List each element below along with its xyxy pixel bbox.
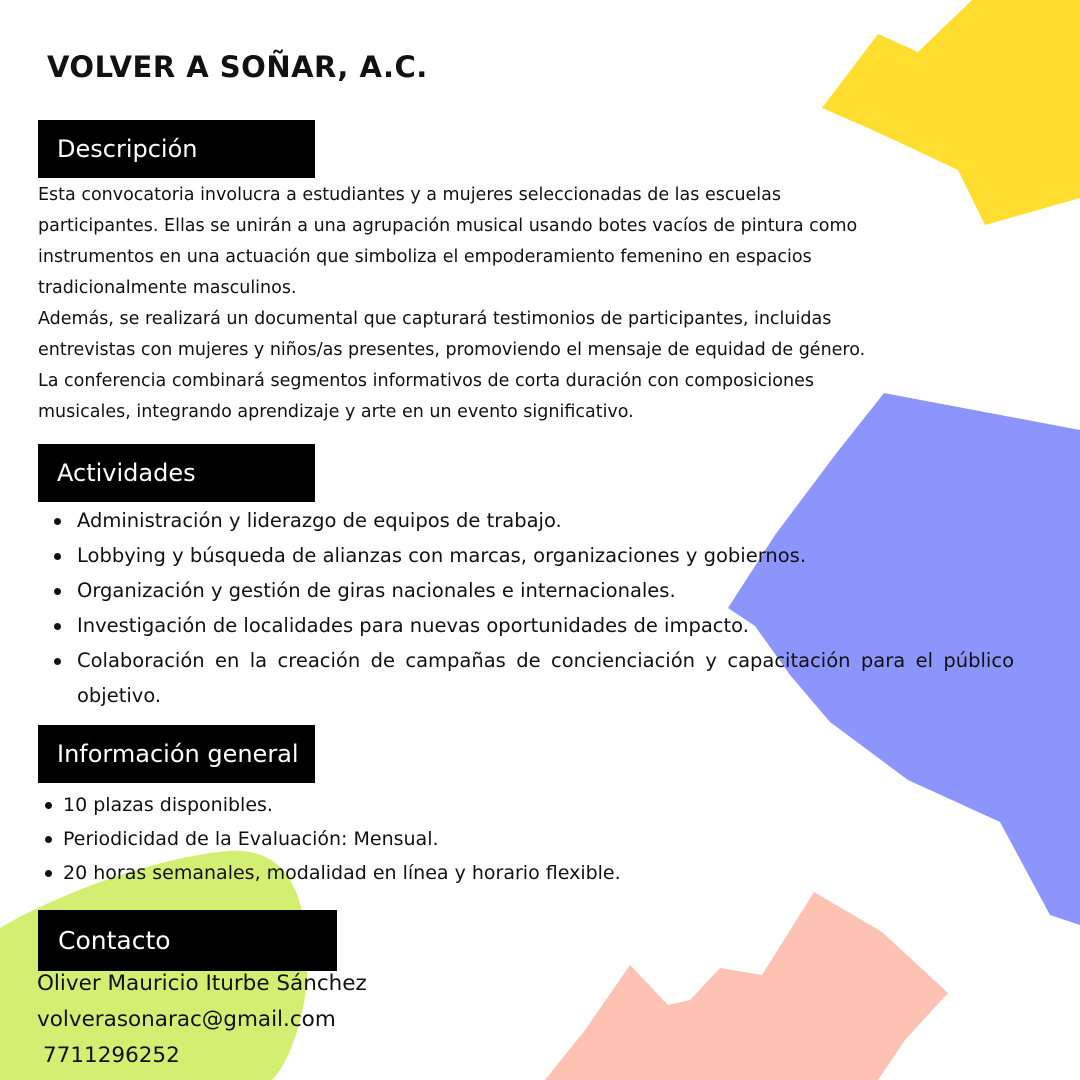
activity-item: Lobbying y búsqueda de alianzas con marcas, organizaciones y gobiernos. [38,538,1014,573]
page-title: VOLVER A SOÑAR, A.C. [47,50,428,84]
description-line: tradicionalmente masculinos. [38,278,297,298]
description-line: Además, se realizará un documental que capturará testimonios de participantes, incluidas [38,309,832,329]
description-text [38,180,938,428]
contact-name: Oliver Mauricio Iturbe Sánchez [37,971,367,996]
activity-item: Investigación de localidades para nuevas oportunidades de impacto. [38,608,1014,643]
description-line: La conferencia combinará segmentos informativos de corta duración con composiciones [38,371,814,391]
description-line: instrumentos en una actuación que simboliza el empoderamiento femenino en espacios [38,247,812,267]
contact-email[interactable]: volverasonarac@gmail.com [37,1007,336,1032]
description-line: Esta convocatoria involucra a estudiantes y a mujeres seleccionadas de las escuelas [38,185,782,205]
activity-item: Organización y gestión de giras nacionales e internacionales. [38,573,1014,608]
description-line: entrevistas con mujeres y niños/as presentes, promoviendo el mensaje de equidad de género. [38,340,866,360]
general-info-list [38,788,938,890]
activities-header: Actividades [38,444,315,502]
description-line: musicales, integrando aprendizaje y arte en un evento significativo. [38,402,634,422]
activity-item: Administración y liderazgo de equipos de trabajo. [38,503,1014,538]
general-info-item: Periodicidad de la Evaluación: Mensual. [38,822,938,856]
activities-list [38,503,1014,713]
general-info-header: Información general [38,725,315,783]
general-info-item: 20 horas semanales, modalidad en línea y horario flexible. [38,856,938,890]
contact-phone[interactable]: 7711296252 [43,1043,180,1068]
general-info-item: 10 plazas disponibles. [38,788,938,822]
activity-item: Colaboración en la creación de campañas de concienciación y capacitación para el público objetivo. [38,643,1014,713]
contact-block [37,966,367,1074]
contact-header: Contacto [38,910,337,971]
description-line: participantes. Ellas se unirán a una agrupación musical usando botes vacíos de pintura como [38,216,858,236]
description-header: Descripción [38,120,315,178]
